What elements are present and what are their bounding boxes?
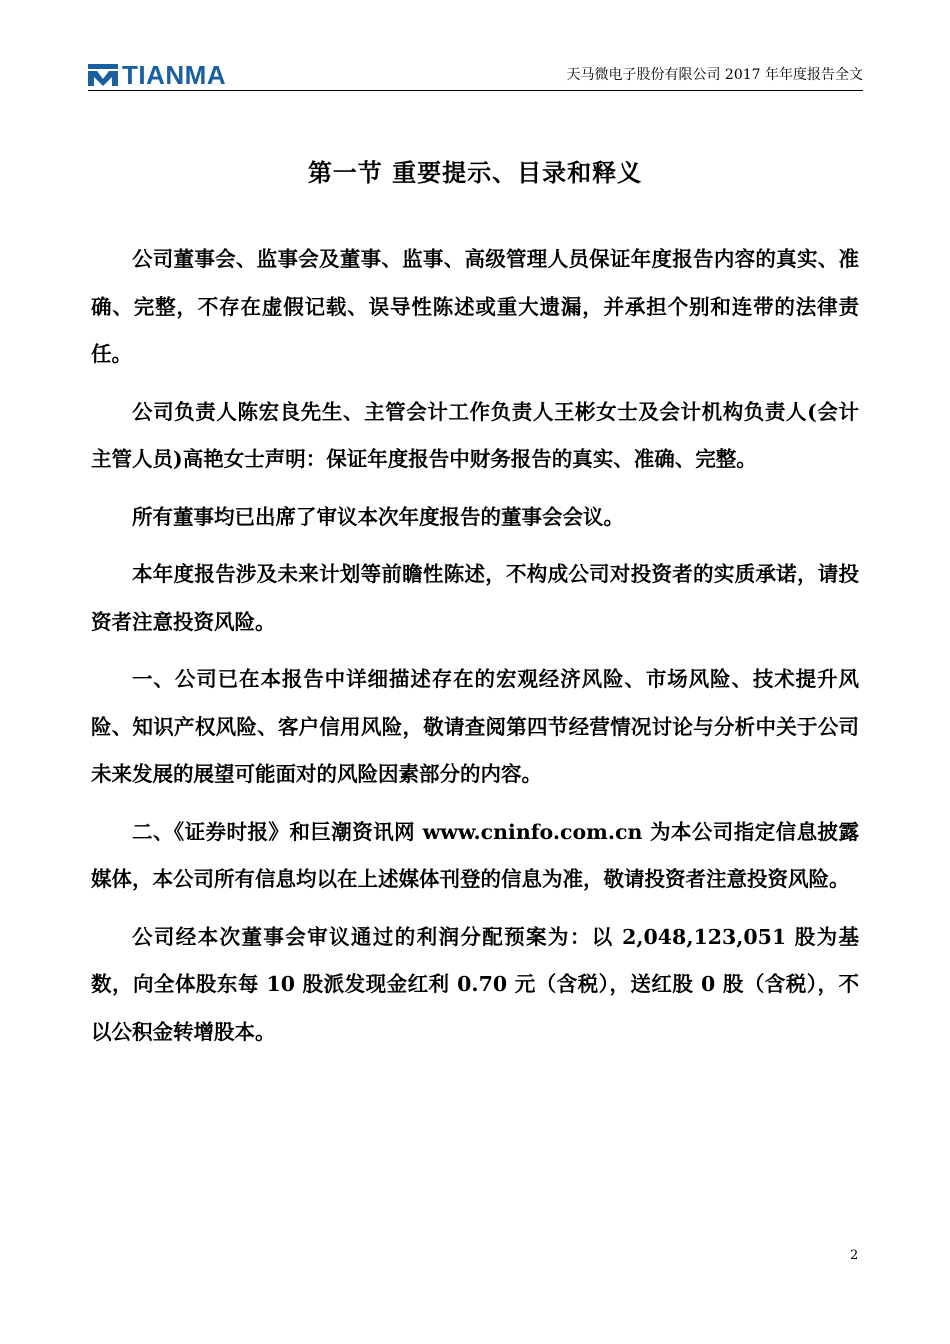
tianma-logo (88, 62, 226, 88)
section-title: 第一节 重要提示、目录和释义 (307, 158, 643, 187)
paragraph-directors-attendance: 所有董事均已出席了审议本次年度报告的董事会会议。 (132, 504, 624, 529)
page-number: 2 (850, 1248, 859, 1263)
document-header-title: 天马微电子股份有限公司 2017 年年度报告全文 (566, 67, 863, 83)
paragraph-disclosure-media: 二、《证券时报》和巨潮资讯网 www.cninfo.com.cn 为本公司指定信息披露媒体，本公司所有信息均以在上述媒体刊登的信息为准，敬请投资者注意投资风险。 (91, 819, 859, 891)
paragraph-responsible-persons: 公司负责人陈宏良先生、主管会计工作负责人王彬女士及会计机构负责人(会计主管人员)高艳女士声明：保证年度报告中财务报告的真实、准确、完整。 (91, 399, 859, 471)
logo-text: TIANMA (122, 60, 227, 90)
document-body (91, 236, 859, 1066)
paragraph-forward-looking: 本年度报告涉及未来计划等前瞻性陈述，不构成公司对投资者的实质承诺，请投资者注意投资风险。 (91, 562, 859, 634)
paragraph-board-guarantee: 公司董事会、监事会及董事、监事、高级管理人员保证年度报告内容的真实、准确、完整，不存在虚假记载、误导性陈述或重大遗漏，并承担个别和连带的法律责任。 (91, 247, 859, 366)
paragraph-risk-description: 一、公司已在本报告中详细描述存在的宏观经济风险、市场风险、技术提升风险、知识产权风险、客户信用风险，敬请查阅第四节经营情况讨论与分析中关于公司未来发展的展望可能面对的风险因素部分的内容。 (91, 667, 859, 786)
page-header (88, 60, 863, 91)
tianma-logo-icon (88, 64, 118, 86)
paragraph-profit-distribution: 公司经本次董事会审议通过的利润分配预案为：以 2,048,123,051 股为基数，向全体股东每 10 股派发现金红利 0.70 元（含税），送红股 0 股（含税），不以公积金转增股本。 (91, 924, 859, 1044)
